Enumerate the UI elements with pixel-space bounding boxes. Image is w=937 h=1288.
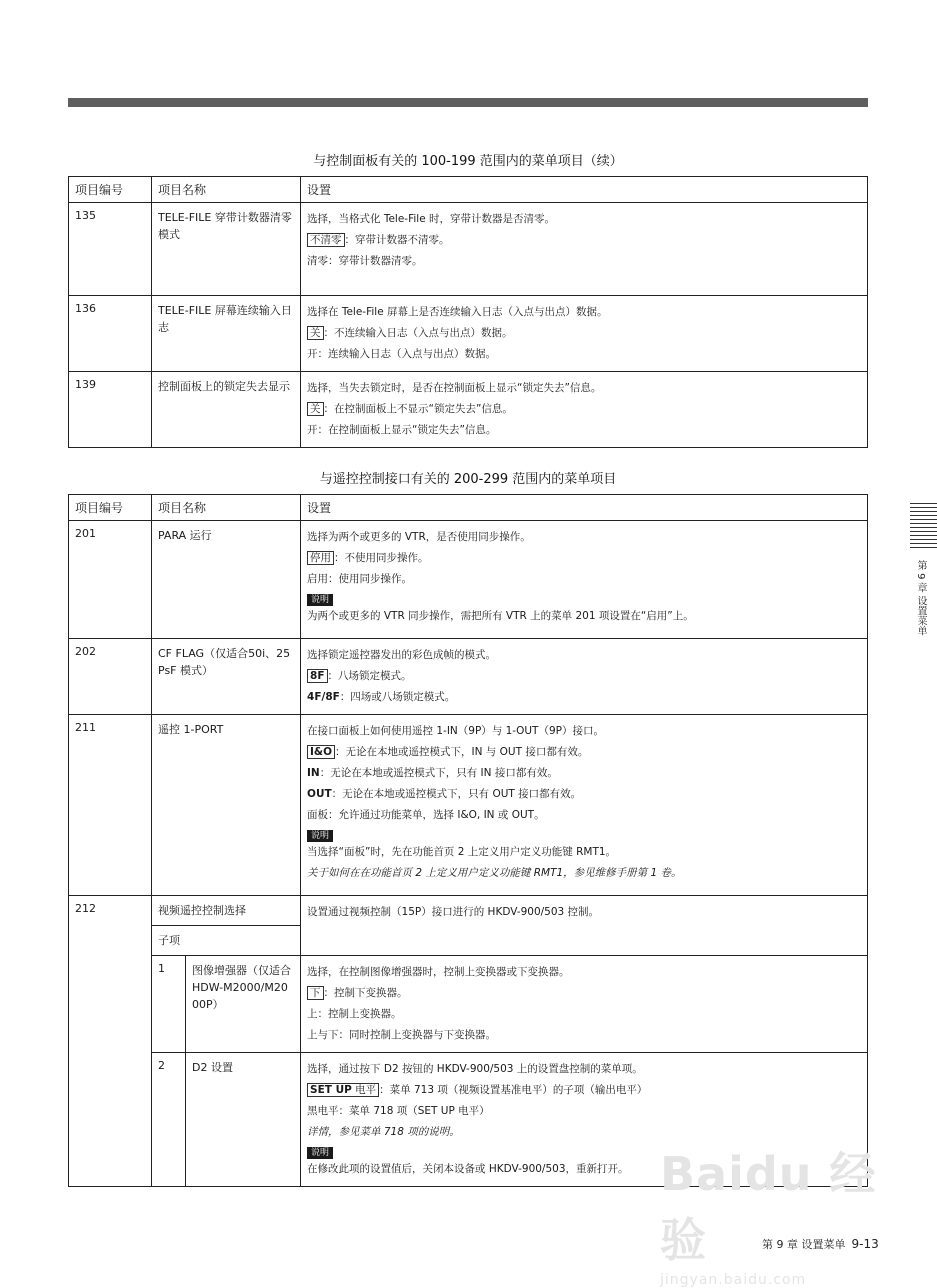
sub-item-number: 1 — [152, 956, 186, 1053]
table-row — [69, 639, 868, 715]
setting-line: 选择，通过按下 D2 按钮的 HKDV-900/503 上的设置盘控制的菜单项。 — [307, 1063, 643, 1075]
chapter-tab-label: 第 9 章 设置菜单 — [915, 560, 926, 636]
setting-line: 开：在控制面板上显示“锁定失去”信息。 — [307, 424, 497, 436]
watermark-logo: Baidu 经验 — [660, 1147, 877, 1267]
table-row — [69, 956, 868, 1053]
col-header-name: 项目名称 — [152, 495, 301, 521]
setting-option-default: 不清零 ：穿带计数器不清零。 — [307, 230, 861, 251]
note-text: 当选择“面板”时，先在功能首页 2 上定义用户定义功能键 RMT1。 — [307, 846, 617, 858]
note-text: 为两个或更多的 VTR 同步操作，需把所有 VTR 上的菜单 201 项设置在“启用”上。 — [307, 610, 694, 622]
item-setting — [301, 715, 868, 896]
header-bar — [68, 98, 868, 107]
col-header-number: 项目编号 — [69, 495, 152, 521]
item-setting — [301, 956, 868, 1053]
col-header-number: 项目编号 — [69, 177, 152, 203]
table1 — [68, 176, 868, 448]
table-row — [69, 203, 868, 296]
setting-option-default: SET UP 电平 ：菜单 713 项（视频设置基准电平）的子项（输出电平） — [307, 1080, 861, 1101]
item-setting — [301, 296, 868, 372]
default-value-box: 下 — [307, 986, 324, 1000]
setting-line: 黑电平：菜单 718 项（SET UP 电平） — [307, 1105, 490, 1117]
setting-line: 选择，在控制图像增强器时，控制上变换器或下变换器。 — [307, 966, 570, 978]
table-row — [69, 521, 868, 639]
default-value-box: I&O — [307, 745, 335, 759]
table2 — [68, 494, 868, 1187]
table-row — [69, 715, 868, 896]
default-value-box: SET UP 电平 — [307, 1083, 379, 1097]
item-name: 视频遥控控制选择 — [152, 896, 301, 926]
item-name: TELE-FILE 屏幕连续输入日志 — [152, 296, 301, 372]
footer-chapter: 第 9 章 设置菜单 — [762, 1238, 846, 1251]
setting-option-default: 关 ：不连续输入日志（入点与出点）数据。 — [307, 323, 861, 344]
setting-line: 面板：允许通过功能菜单，选择 I&O, IN 或 OUT。 — [307, 809, 545, 821]
item-number: 202 — [69, 639, 152, 715]
page-footer — [762, 1236, 879, 1252]
default-value-box: 不清零 — [307, 233, 345, 247]
item-number: 212 — [69, 896, 152, 1187]
setting-line: 开：连续输入日志（入点与出点）数据。 — [307, 348, 496, 360]
note-label: 说明 — [307, 830, 333, 842]
sub-item-number: 2 — [152, 1053, 186, 1187]
sub-item-name: D2 设置 — [186, 1053, 301, 1187]
table2-caption: 与遥控控制接口有关的 200-299 范围内的菜单项目 — [319, 472, 617, 487]
item-name: PARA 运行 — [152, 521, 301, 639]
default-value-box: 关 — [307, 402, 324, 416]
watermark-url: jingyan.baidu.com — [660, 1272, 807, 1288]
table-row — [69, 372, 868, 448]
item-setting — [301, 372, 868, 448]
item-name: CF FLAG（仅适合50i、25 PsF 模式） — [152, 639, 301, 715]
setting-line: 上与下：同时控制上变换器与下变换器。 — [307, 1029, 497, 1041]
table1-caption: 与控制面板有关的 100-199 范围内的菜单项目（续） — [313, 154, 623, 169]
note-label: 说明 — [307, 594, 333, 606]
setting-line: 选择在 Tele-File 屏幕上是否连续输入日志（入点与出点）数据。 — [307, 306, 608, 318]
table1-header — [69, 177, 868, 203]
setting-line: 选择，当失去锁定时，是否在控制面板上显示“锁定失去”信息。 — [307, 382, 602, 394]
col-header-setting: 设置 — [301, 177, 868, 203]
item-number: 136 — [69, 296, 152, 372]
item-number: 139 — [69, 372, 152, 448]
default-value-box: 关 — [307, 326, 324, 340]
setting-line: 选择锁定遥控器发出的彩色成帧的模式。 — [307, 649, 497, 661]
setting-line: 清零：穿带计数器清零。 — [307, 255, 423, 267]
setting-option-default: 下 ：控制下变换器。 — [307, 983, 861, 1004]
item-number: 135 — [69, 203, 152, 296]
setting-line: 详情，参见菜单 718 项的说明。 — [307, 1126, 460, 1138]
setting-option-default: 关 ：在控制面板上不显示“锁定失去”信息。 — [307, 399, 861, 420]
note-text: 在修改此项的设置值后，关闭本设备或 HKDV-900/503，重新打开。 — [307, 1163, 629, 1175]
setting-option: IN：无论在本地或遥控模式下，只有 IN 接口都有效。 — [307, 767, 558, 779]
setting-option-default: 停用 ：不使用同步操作。 — [307, 548, 861, 569]
item-setting — [301, 521, 868, 639]
table-row — [69, 896, 868, 926]
item-name: 控制面板上的锁定失去显示 — [152, 372, 301, 448]
item-name: 遥控 1-PORT — [152, 715, 301, 896]
setting-line: 选择，当格式化 Tele-File 时，穿带计数器是否清零。 — [307, 213, 556, 225]
table-row — [69, 296, 868, 372]
default-value-box: 8F — [307, 669, 327, 683]
item-name: TELE-FILE 穿带计数器清零模式 — [152, 203, 301, 296]
setting-line: 设置通过视频控制（15P）接口进行的 HKDV-900/503 控制。 — [307, 906, 600, 918]
sub-item-label: 子项 — [152, 926, 301, 956]
item-number: 201 — [69, 521, 152, 639]
table2-header — [69, 495, 868, 521]
sub-item-name: 图像增强器（仅适合 HDW-M2000/M2000P） — [186, 956, 301, 1053]
chapter-tab-lines — [910, 503, 937, 551]
item-setting — [301, 203, 868, 296]
note-label: 说明 — [307, 1147, 333, 1159]
setting-line: 选择为两个或更多的 VTR，是否使用同步操作。 — [307, 531, 531, 543]
setting-line: 在接口面板上如何使用遥控 1-IN（9P）与 1-OUT（9P）接口。 — [307, 725, 604, 737]
item-setting — [301, 639, 868, 715]
col-header-setting: 设置 — [301, 495, 868, 521]
item-setting — [301, 896, 868, 956]
setting-option-default: I&O ：无论在本地或遥控模式下，IN 与 OUT 接口都有效。 — [307, 742, 861, 763]
note-text: 关于如何在在功能首页 2 上定义用户定义功能键 RMT1，参见维修手册第 1 卷。 — [307, 867, 682, 879]
col-header-name: 项目名称 — [152, 177, 301, 203]
setting-line: 启用：使用同步操作。 — [307, 573, 413, 585]
item-number: 211 — [69, 715, 152, 896]
setting-option-default: 8F ：八场锁定模式。 — [307, 666, 861, 687]
setting-option: 4F/8F：四场或八场锁定模式。 — [307, 691, 456, 703]
page-number: 9-13 — [851, 1237, 879, 1251]
setting-line: 上：控制上变换器。 — [307, 1008, 402, 1020]
default-value-box: 停用 — [307, 551, 334, 565]
setting-option: OUT：无论在本地或遥控模式下，只有 OUT 接口都有效。 — [307, 788, 582, 800]
